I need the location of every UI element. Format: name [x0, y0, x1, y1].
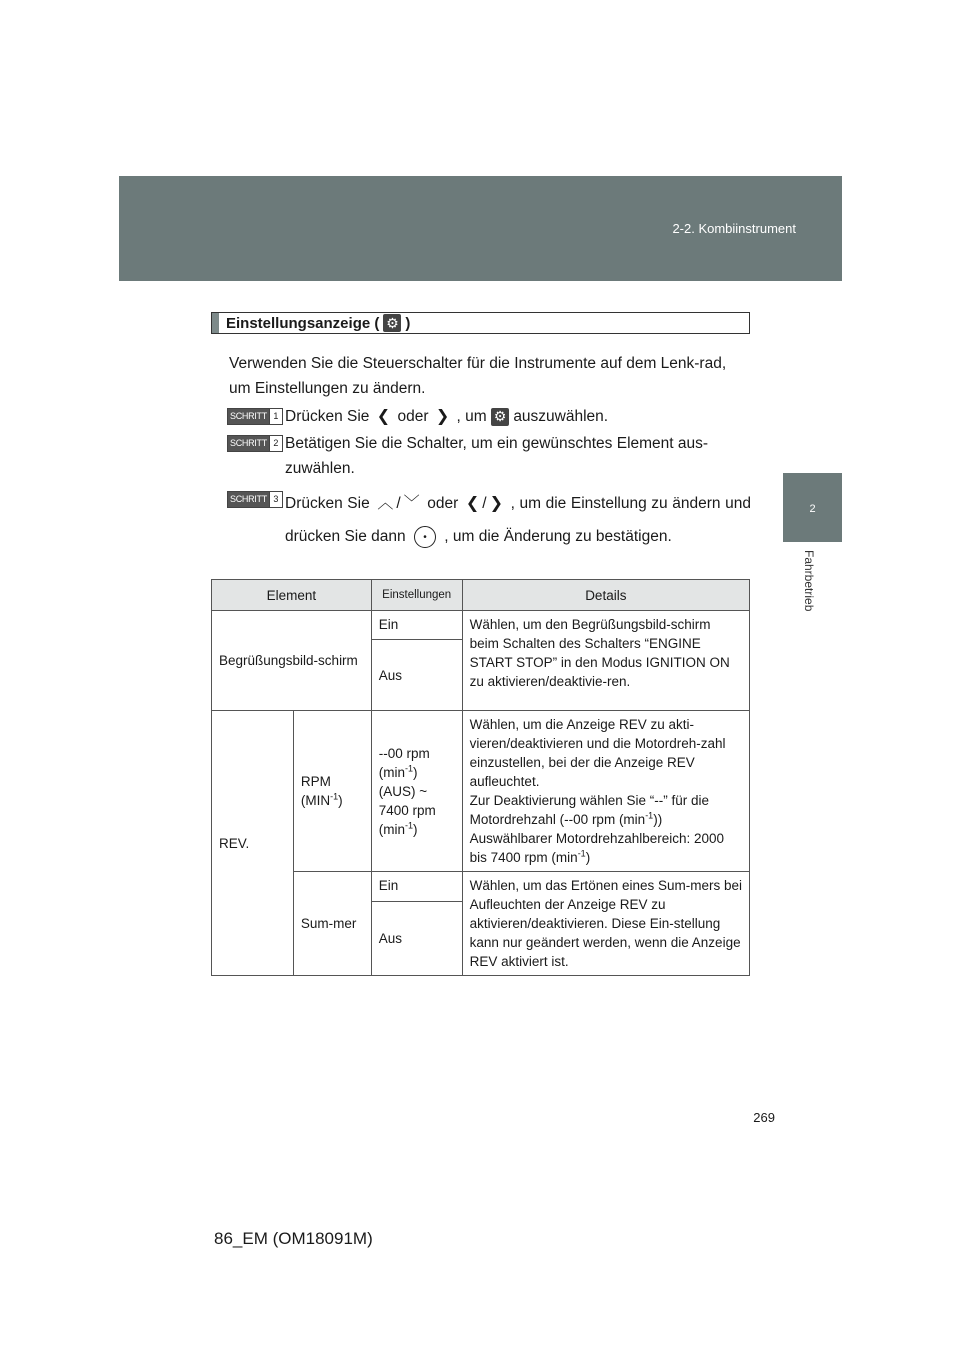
cell-setting: Aus	[371, 640, 462, 711]
col-header-settings: Einstellungen	[371, 580, 462, 611]
chevron-right-icon: ❯	[489, 495, 503, 513]
chapter-label: Fahrbetrieb	[802, 550, 816, 612]
cell-setting: Ein	[371, 872, 462, 902]
section-title	[226, 314, 410, 332]
cell-element: REV.	[212, 711, 294, 976]
chevron-down-icon: ﹀	[403, 495, 420, 513]
rpm-unit-open: (MIN	[300, 793, 331, 808]
step-3	[227, 487, 751, 553]
step-3-text-a: Drücken Sie	[285, 495, 370, 512]
settings-gear-icon: ⚙	[491, 408, 509, 426]
section-title-before: Einstellungsanzeige (	[226, 314, 380, 332]
step-1-text-a: Drücken Sie	[285, 408, 370, 425]
step-badge-label: SCHRITT	[228, 492, 269, 507]
details-line: )	[585, 850, 591, 865]
page-number: 269	[753, 1110, 775, 1125]
chevron-up-icon: ︿	[377, 495, 394, 513]
cell-setting: Ein	[371, 611, 462, 640]
details-line: Zur Deaktivierung wählen Sie “--” für die Motordrehzahl (--00 rpm (min	[469, 793, 709, 827]
rpm-setting-line: (AUS) ~	[378, 783, 428, 799]
rpm-setting-line: (min	[378, 821, 405, 837]
step-2	[227, 431, 751, 481]
document-code: 86_EM (OM18091M)	[214, 1229, 373, 1248]
table-header-row	[212, 580, 750, 611]
step-badge-number: 2	[269, 436, 282, 451]
step-1-text-b: oder	[397, 408, 429, 425]
step-3-text-b: oder	[427, 495, 459, 512]
table-row	[212, 711, 750, 872]
superscript: -1	[405, 820, 414, 830]
step-1-text-d: auszuwählen.	[513, 408, 609, 425]
step-badge	[227, 435, 283, 452]
step-2-text: Betätigen Sie die Schalter, um ein gewünschtes Element aus-zuwählen.	[285, 435, 709, 477]
enter-button-icon: •	[414, 526, 436, 548]
step-badge-label: SCHRITT	[228, 436, 269, 451]
step-3-slash-a: /	[396, 495, 401, 512]
header-band	[119, 176, 842, 281]
cell-details: Wählen, um den Begrüßungsbild-schirm beim Schalten des Schalters “ENGINE START STOP” in den Modus IGNITION ON zu aktivieren/deaktivie-ren.	[462, 611, 749, 711]
superscript: -1	[577, 848, 586, 859]
chapter-tab	[783, 473, 842, 542]
step-3-text-d: , um die Änderung zu bestätigen.	[444, 528, 672, 546]
rpm-label: RPM	[300, 774, 331, 789]
superscript: -1	[330, 791, 339, 802]
chevron-left-icon: ❮	[465, 495, 480, 513]
step-badge	[227, 408, 283, 425]
step-3-slash-b: /	[482, 495, 487, 512]
rpm-unit-close: )	[338, 793, 343, 808]
chevron-right-icon: ❯	[435, 408, 450, 426]
step-badge-number: 3	[269, 492, 282, 507]
section-breadcrumb: 2-2. Kombiinstrument	[672, 221, 796, 236]
step-badge	[227, 491, 283, 508]
chapter-number: 2	[809, 503, 816, 515]
superscript: -1	[405, 763, 414, 773]
cell-element: Begrüßungsbild-schirm	[212, 611, 372, 711]
table-row	[212, 611, 750, 640]
cell-details: Wählen, um das Ertönen eines Sum-mers bei Aufleuchten der Anzeige REV zu aktivieren/deaktivieren. Diese Ein-stellung kann nur geändert werden, wenn die Anzeige REV aktiviert ist.	[462, 872, 749, 976]
chevron-left-icon: ❮	[376, 408, 391, 426]
step-1	[227, 404, 751, 429]
cell-subelement: Sum-mer	[293, 872, 371, 976]
rpm-setting-line: )	[413, 764, 418, 780]
cell-setting	[371, 711, 462, 872]
superscript: -1	[645, 810, 654, 821]
rpm-setting-line: 7400 rpm	[378, 802, 436, 818]
section-title-after: )	[405, 314, 411, 332]
details-line: Wählen, um die Anzeige REV zu akti-vieren/deaktivieren und die Motordreh-zahl einzustellen, bei der die Anzeige REV aufleuchtet.	[469, 717, 726, 789]
details-line: Auswählbarer Motordrehzahlbereich: 2000 bis 7400 rpm (min	[469, 831, 725, 865]
cell-setting: Aus	[371, 902, 462, 976]
step-3-text-c: , um die Einstellung zu ändern und drücken Sie dann	[285, 495, 751, 546]
details-line: ))	[653, 812, 663, 827]
settings-gear-icon: ⚙	[383, 314, 401, 332]
step-1-text-c: , um	[456, 408, 487, 425]
col-header-element: Element	[212, 580, 372, 611]
rpm-setting-line: --00 rpm	[378, 745, 430, 761]
col-header-details: Details	[462, 580, 749, 611]
step-badge-number: 1	[269, 409, 282, 424]
section-heading	[211, 312, 750, 334]
settings-table	[211, 579, 750, 976]
cell-details	[462, 711, 749, 872]
intro-text: Verwenden Sie die Steuerschalter für die Instrumente auf dem Lenk-rad, um Einstellungen zu ändern.	[229, 355, 727, 397]
step-badge-label: SCHRITT	[228, 409, 269, 424]
cell-subelement	[293, 711, 371, 872]
rpm-setting-line: )	[413, 821, 418, 837]
heading-bar	[212, 313, 219, 333]
rpm-setting-line: (min	[378, 764, 405, 780]
